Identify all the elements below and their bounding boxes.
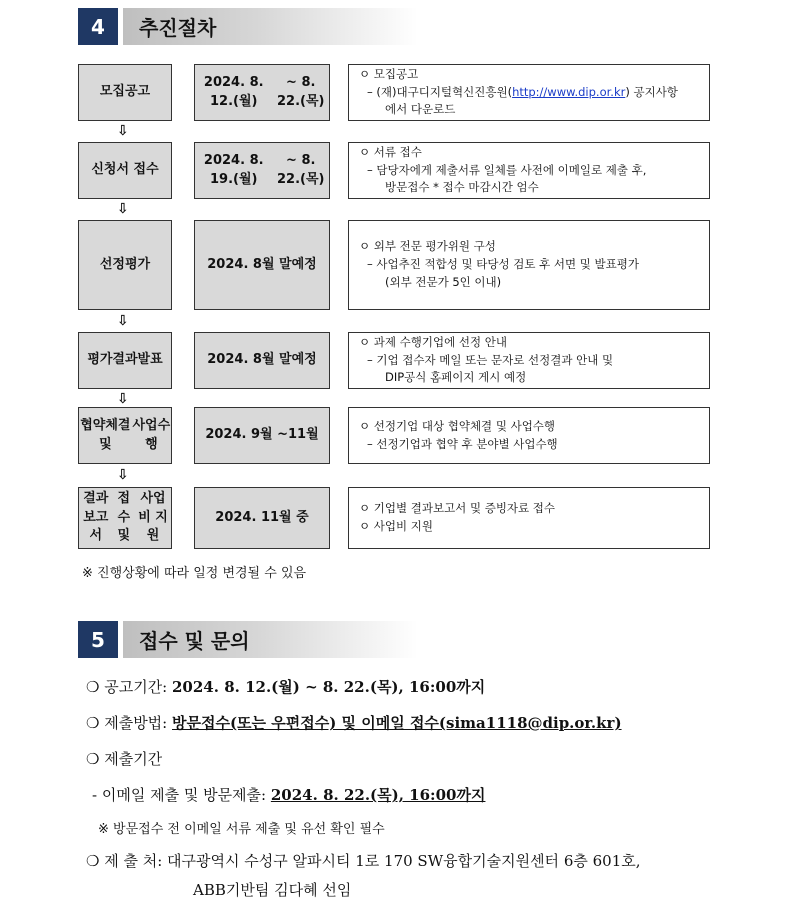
- place-line-1: 대구광역시 수성구 알파시티 1로 170 SW융합기술지원센터 6층 601호,: [167, 852, 641, 870]
- step-date: [194, 142, 330, 199]
- description-bullet: ㅇ 선정기업 대상 협약체결 및 사업수행: [359, 418, 556, 433]
- down-arrow-icon: ⇩: [117, 123, 129, 139]
- step-name-line: 평가결과: [87, 352, 138, 368]
- description-suffix: ) 공지사항: [625, 84, 678, 99]
- section-5-title: 접수 및 문의: [123, 621, 418, 658]
- step-date: [194, 64, 330, 121]
- description-bullet: ㅇ 모집공고: [359, 66, 419, 81]
- step-description: [348, 220, 710, 310]
- step-date-line: 2024. 11월 중: [215, 509, 309, 525]
- step-name-line: 발표: [137, 352, 163, 368]
- step-name: [78, 407, 172, 464]
- description-continuation: 방문접수 * 접수 마감시간 엄수: [385, 180, 539, 195]
- step-date-line: 예정: [291, 352, 317, 368]
- step-name-line: 모집공고: [99, 84, 151, 100]
- method-item: [86, 712, 622, 733]
- section-5-header: [78, 621, 418, 658]
- period-item: [86, 676, 485, 697]
- deadline-label: ❍ 제출기간: [86, 750, 163, 768]
- step-name: [78, 142, 172, 199]
- description-bullet: ㅇ 사업비 지원: [359, 519, 433, 533]
- step-name-line: 접수 및: [117, 490, 131, 544]
- step-name-line: 사업수행: [132, 417, 171, 452]
- step-date-line: ~ 8. 22.(목): [277, 74, 325, 109]
- method-value: 방문접수(또는 우편접수) 및 이메일 접수(sima1118@dip.or.kr): [172, 714, 622, 732]
- step-date: [194, 407, 330, 464]
- down-arrow-icon: ⇩: [117, 201, 129, 217]
- deadline-sub-value: 2024. 8. 22.(목), 16:00까지: [270, 786, 486, 804]
- description-continuation: DIP공식 홈페이지 게시 예정: [385, 370, 527, 385]
- description-bullet: ㅇ 서류 접수: [359, 144, 422, 159]
- step-date-line: 2024. 8월 말: [207, 352, 292, 368]
- step-date-line: 2024. 8월 말: [207, 256, 292, 272]
- place-line-2: ABB기반팀 김다혜 선임: [193, 881, 352, 899]
- step-date-line: ~ 8. 22.(목): [277, 152, 325, 187]
- description-dash: – 사업추진 적합성 및 타당성 검토 후 서면 및 발표평가: [367, 257, 639, 272]
- description-bullet: ㅇ 외부 전문 평가위원 구성: [359, 239, 496, 254]
- description-bullet: ㅇ 기업별 결과보고서 및 증빙자료 접수: [359, 501, 556, 516]
- deadline-sub-label: - 이메일 제출 및 방문제출:: [92, 786, 271, 804]
- schedule-note: ※ 진행상황에 따라 일정 변경될 수 있음: [82, 566, 307, 581]
- step-description: [348, 407, 710, 464]
- description-dash: – 기업 접수자 메일 또는 문자로 선정결과 안내 및: [367, 352, 614, 367]
- step-date-line: 예정: [291, 256, 317, 272]
- description-continuation: 에서 다운로드: [385, 102, 456, 117]
- description-dash: – 선정기업과 협약 후 분야별 사업수행: [367, 436, 558, 451]
- step-name-line: 신청서 접수: [91, 162, 159, 178]
- down-arrow-icon: ⇩: [117, 467, 129, 483]
- step-name: [78, 64, 172, 121]
- step-date: [194, 332, 330, 389]
- description-bullet: ㅇ 과제 수행기업에 선정 안내: [359, 334, 507, 349]
- description-dash: – 담당자에게 제출서류 일체를 사전에 이메일로 제출 후,: [367, 162, 647, 177]
- step-description: [348, 64, 710, 121]
- step-name: [78, 487, 172, 549]
- method-label: ❍ 제출방법:: [86, 714, 172, 732]
- place-item-line-2: [193, 879, 351, 900]
- step-name-line: 선정평가: [99, 256, 151, 272]
- step-date: [194, 220, 330, 310]
- step-name-line: 결과보고서: [83, 490, 109, 544]
- step-date-line: 2024. 8. 19.(월): [203, 152, 264, 187]
- step-name-line: 협약체결 및: [80, 417, 131, 452]
- description-dash: [359, 84, 701, 102]
- description-prefix: – (재)대구디지털혁신진흥원(: [367, 84, 513, 99]
- step-name: [78, 332, 172, 389]
- period-label: ❍ 공고기간:: [86, 678, 172, 696]
- step-description: [348, 332, 710, 389]
- section-5-number: 5: [78, 621, 118, 658]
- step-name-line: 사업비 지원: [138, 490, 168, 544]
- description-continuation: (외부 전문가 5인 이내): [385, 274, 502, 289]
- dip-website-link[interactable]: http://www.dip.or.kr: [512, 84, 626, 99]
- step-description: [348, 487, 710, 549]
- step-description: [348, 142, 710, 199]
- deadline-note: ※ 방문접수 전 이메일 서류 제출 및 유선 확인 필수: [98, 822, 385, 837]
- step-date-line: 11월: [288, 427, 319, 443]
- step-name: [78, 220, 172, 310]
- down-arrow-icon: ⇩: [117, 391, 129, 407]
- place-item: [86, 850, 641, 871]
- period-value: 2024. 8. 12.(월) ~ 8. 22.(목), 16:00까지: [172, 678, 486, 696]
- down-arrow-icon: ⇩: [117, 313, 129, 329]
- section-4-title: 추진절차: [123, 8, 418, 45]
- step-date: [194, 487, 330, 549]
- place-label: ❍ 제 출 처:: [86, 852, 168, 870]
- deadline-item: [86, 748, 162, 769]
- step-date-line: 2024. 8. 12.(월): [203, 74, 264, 109]
- section-4-header: [78, 8, 418, 45]
- step-date-line: 2024. 9월 ~: [205, 427, 288, 443]
- deadline-sub-item: [92, 784, 485, 805]
- section-4-number: 4: [78, 8, 118, 45]
